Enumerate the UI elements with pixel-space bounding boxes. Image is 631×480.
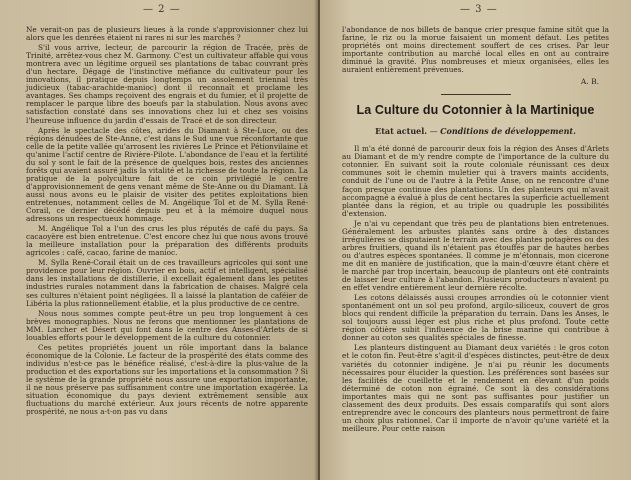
article-title: La Culture du Cotonnier à la Martinique <box>356 103 595 118</box>
right-page <box>320 0 631 480</box>
article-subtitle <box>342 126 609 136</box>
article-paragraph: Les cotons délaissés aussi croupes arrondies où le cotonnier vient spontanément ont un sol peu profond, argilo-siliceux, couvert de gros blocs qui rendent difficile la préparation du terrain. Dans les Anses, le sol toujours aussi léger est plus riche et plus profond. Toute cette région côtière subit l'influence de la brise marine qui contribue à donner au coton ses qualités spéciales de finesse. <box>342 293 609 343</box>
article-paragraph: Les planteurs distinguent au Diamant deux variétés : le gros coton et le coton fin. Peut-être s'agit-il d'espèces distinctes, peut-être de deux variétés du cotonnier indigène. Je n'ai pu réunir les documents nécessaires pour élucider la question. Les préférences sont basées sur les facilités de cueillette et le rendement en élevant d'un poids déterminé de coton non égrainé. Ce sont là des considérations importantes mais qui ne sont pas suffisantes pour justifier un classement des deux produits. Des essais comparatifs qui sont alors entreprendre avec le concours des planteurs nous permettront de faire un choix plus rationnel. Car il importe de n'avoir qu'une variété et la meilleure. Pour cette raison <box>342 343 609 433</box>
left-paragraph: Ces petites propriétés jouent un rôle important dans la balance économique de la Colonie. Le facteur de la prospérité des états comme des individus n'est-ce pas le bénéfice réalisé, c'est-à-dire la plus-value de la production et des exportations sur les importations et la consommation ? Si le système de la grande propriété nous assure une exportation importante, il ne nous préserve pas suffisamment contre une importation exagérée. La situation économique du pays devient extrêmement sensible aux fluctuations du marché extérieur. Aux jours récents de notre apparente prospérité, ne nous a-t-on pas vu dans <box>26 342 308 417</box>
right-intro-paragraph: l'abondance de nos billets de banque crier presque famine sitôt que la farine, le riz ou la morue faisaient un moment défaut. Les petites propriétés ont moins directement souffert de ces crises. Par leur importante contribution au marché local elles en ont au contraire diminué la gravité. Plus nombreuses et mieux organisées, elles les auraient entièrement prévenues. <box>342 25 609 75</box>
left-paragraph: Nous nous sommes compte peut-être un peu trop longuement à ces brèves monographies. Nous ne ferons que mentionner les plantations de MM. Larcher et Désert qui font dans le centre des Anses-d'Arlets de si louables efforts pour le développement de la culture du cotonnier. <box>26 308 308 342</box>
section-divider <box>441 94 511 95</box>
left-page-number: — 2 — <box>143 4 181 15</box>
left-paragraph: M. Angélique Tol a l'un des crus les plus réputés de café du pays. Sa cacaoyère est bien entretenue. C'est encore chez lui que nous avons trouvé la meilleure installation pour la préparation des différents produits agricoles : café, cacao, farine de manioc. <box>26 224 308 258</box>
left-page-text <box>26 26 308 416</box>
author-signature: A. B. <box>580 77 599 87</box>
left-paragraph: S'il vous arrive, lecteur, de parcourir la région de Tracée, près de Trinité, arrêtez-vous chez M. Garmony. C'est un cultivateur affable qui vous montrera avec un légitime orgueil ses plantations de tabac couvrant près d'un hectare. Dégagé de l'instinctive méfiance du cultivateur pour les innovations, il pratique depuis longtemps un assolement triennal très judicieux (tabac-arachide-manioc) dont il reconnaît et proclame les avantages. Ses champs reçoivent des engrais et du fumier, et il projette de remplacer le parque libre des boeufs par la stabulation. Nous avons avec satisfaction constaté dans ses innovations chez lui et chez ses voisins l'heureuse influence du jardin d'essais de Tracé et de son directeur. <box>26 43 308 125</box>
right-page-text <box>342 26 609 433</box>
subtitle-conditions: Conditions de développement. <box>440 126 576 137</box>
subtitle-state: Etat actuel. <box>375 126 428 137</box>
left-paragraph: Après le spectacle des côtes, arides du Diamant à Ste-Luce, ou des régions dénudées de Ste-Anne, c'est dans le Sud une vue réconfortante que celle de la petite vallée qu'arrosent les rivières Le Prince et Pétionvilaine et qu'anime l'actif centre de Rivière-Pilote. L'abondance de l'eau et la fertilité du sol y sont le fait de la présence de quelques bois, restes des anciennes forêts qui avaient assuré jadis la vitalité et la richesse de toute la région. La pratique de la polyculture fait de ce coin privilégié le centre d'approvisionnement de gens venant même de Ste-Anne ou du Diamant. Là aussi nous avons eu le plaisir de visiter des petites exploitations bien entretenues, notamment celles de M. Angélique Tol et de M. Sylla René-Corail, ce dernier décédé depuis peu et à la mémoire duquel nous adressons un respectueux hommage. <box>26 125 308 224</box>
left-paragraph: M. Sylla René-Corail était un de ces travailleurs agricoles qui sont une providence pour leur région. Ouvrier en bois, actif et intelligent, spécialisé dans les installations de distillerie, il excellait également dans les petites industries rurales notamment dans la fabrication de chaises. Malgré cela ses cultures n'étaient point négligées. Il a laissé la plantation de caféier de Libéria la plus rationnellement établie, et la plus productive de ce centre. <box>26 258 308 308</box>
subtitle-separator: — <box>427 127 441 137</box>
article-paragraph: Je n'ai vu cependant que très peu de plantations bien entretenues. Généralement les arbustes plantés sans ordre à des distances irrégulières se disputaient le terrain avec des plantes potagères ou des arbres fruitiers, quand ils n'étaient pas étouffés par de hautes herbes ou d'autres espèces spontanées. Il comme je m'étonnais, mon cicerone me dit en manière de justification, que la main-d'œuvre étant chère et le marché par trop incertain, beaucoup de planteurs ont été contraints de laisser leur culture à l'abandon. Plusieurs producteurs n'avaient pu en effet vendre entièrement leur dernière récolte. <box>342 218 609 293</box>
left-paragraph: Ne verait-on pas de plusieurs lieues à la ronde s'approvisionner chez lui alors que les denrées étaient ni rares ni sur les marchés ? <box>26 25 308 43</box>
article-paragraph: Il m'a été donné de parcourir deux fois la région des Anses d'Arlets au Diamant et de m'y rendre compte de l'importance de la culture du cotonnier. En suivant soit la route coloniale réunissant ces deux communes soit le chemin muletier qui à travers maints accidents, conduit de l'une ou de l'autre à la Petite Anse, on ne rencontre d'une façon presque continue des plantations. Un des planteurs qui m'avait accompagné a évalué à plus de cent hectares la superficie actuellement plantée dans la région, et au triple ou quadruple les possibilités d'extension. <box>342 144 609 218</box>
right-page-number: — 3 — <box>460 4 498 15</box>
